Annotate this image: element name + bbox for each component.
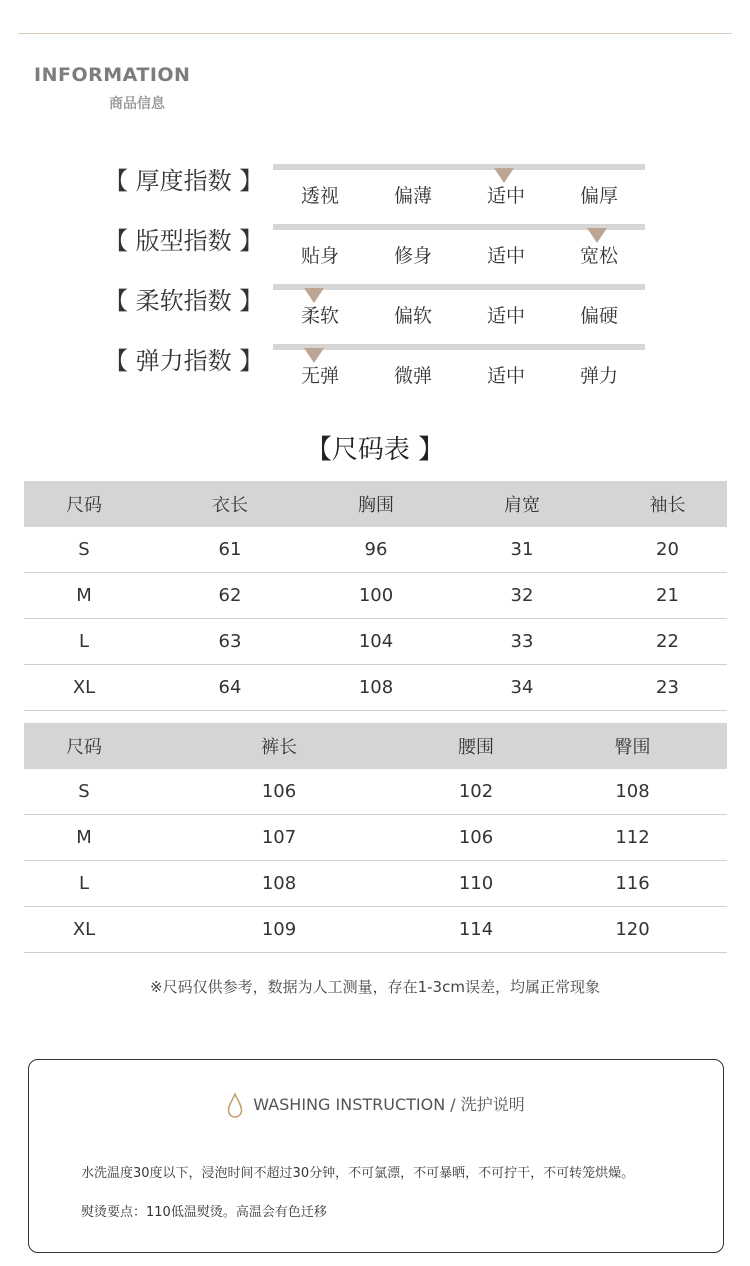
table-cell: 108 (144, 861, 414, 907)
table-row (24, 815, 727, 861)
index-option: 适中 (486, 365, 525, 387)
table-cell: 20 (608, 527, 727, 573)
index-label: 【 版型指数 】 (104, 227, 264, 255)
table-cell: L (24, 861, 144, 907)
column-header: 臀围 (538, 723, 727, 769)
table-cell: 62 (144, 573, 316, 619)
index-scale-bar (273, 284, 645, 290)
table-cell: 32 (436, 573, 608, 619)
column-header: 肩宽 (436, 481, 608, 527)
table-row (24, 527, 727, 573)
table-cell: S (24, 527, 144, 573)
index-option: 偏薄 (393, 185, 432, 207)
column-header: 胸围 (316, 481, 436, 527)
index-option: 无弹 (300, 365, 339, 387)
info-subtitle: 商品信息 (109, 96, 165, 112)
table-cell: L (24, 619, 144, 665)
size-chart-title: 【尺码表 】 (305, 435, 445, 465)
table-cell: 108 (316, 665, 436, 711)
table-cell: 23 (608, 665, 727, 711)
table-row (24, 907, 727, 953)
table-cell: 22 (608, 619, 727, 665)
index-label: 【 弹力指数 】 (104, 347, 264, 375)
table-cell: 100 (316, 573, 436, 619)
table-cell: 110 (414, 861, 538, 907)
table-cell: 108 (538, 769, 727, 815)
info-title: INFORMATION (34, 64, 191, 86)
table-cell: XL (24, 907, 144, 953)
table-cell: 102 (414, 769, 538, 815)
pants-size-table (24, 723, 727, 953)
index-scale-bar (273, 164, 645, 170)
column-header: 裤长 (144, 723, 414, 769)
index-option: 修身 (393, 245, 432, 267)
index-option: 偏软 (393, 305, 432, 327)
index-row (0, 281, 750, 341)
table-cell: M (24, 815, 144, 861)
index-option: 宽松 (579, 245, 618, 267)
table-cell: 64 (144, 665, 316, 711)
tops-size-table (24, 481, 727, 711)
washing-line-2: 熨烫要点：110低温熨烫。高温会有色迁移 (81, 1205, 327, 1220)
size-note: ※尺码仅供参考，数据为人工测量，存在1-3cm误差，均属正常现象 (150, 978, 600, 996)
table-cell: S (24, 769, 144, 815)
table-cell: 106 (414, 815, 538, 861)
index-row (0, 221, 750, 281)
column-header: 尺码 (24, 723, 144, 769)
index-option: 偏硬 (579, 305, 618, 327)
index-option: 贴身 (300, 245, 339, 267)
table-cell: 31 (436, 527, 608, 573)
index-label: 【 柔软指数 】 (104, 287, 264, 315)
table-row (24, 861, 727, 907)
table-cell: 120 (538, 907, 727, 953)
table-row (24, 769, 727, 815)
table-cell: XL (24, 665, 144, 711)
table-cell: 109 (144, 907, 414, 953)
column-header: 袖长 (608, 481, 727, 527)
index-option: 适中 (486, 245, 525, 267)
washing-box (28, 1059, 724, 1253)
table-row (24, 573, 727, 619)
table-cell: 63 (144, 619, 316, 665)
index-scale-bar (273, 344, 645, 350)
index-option: 弹力 (579, 365, 618, 387)
column-header: 衣长 (144, 481, 316, 527)
column-header: 尺码 (24, 481, 144, 527)
table-cell: 114 (414, 907, 538, 953)
washing-line-1: 水洗温度30度以下，浸泡时间不超过30分钟，不可氯漂，不可暴晒，不可拧干，不可转笼烘燥。 (81, 1166, 635, 1181)
table-header-row (24, 481, 727, 527)
table-row (24, 619, 727, 665)
index-option: 适中 (486, 305, 525, 327)
table-row (24, 665, 727, 711)
table-cell: 116 (538, 861, 727, 907)
index-option: 微弹 (393, 365, 432, 387)
table-cell: 61 (144, 527, 316, 573)
index-row (0, 161, 750, 221)
index-option: 适中 (486, 185, 525, 207)
index-option: 偏厚 (579, 185, 618, 207)
table-cell: 104 (316, 619, 436, 665)
index-option: 透视 (300, 185, 339, 207)
table-cell: 106 (144, 769, 414, 815)
column-header: 腰围 (414, 723, 538, 769)
table-header-row (24, 723, 727, 769)
index-label: 【 厚度指数 】 (104, 167, 264, 195)
table-cell: 21 (608, 573, 727, 619)
table-cell: 112 (538, 815, 727, 861)
washing-header (29, 1092, 723, 1119)
index-option: 柔软 (300, 305, 339, 327)
table-cell: 96 (316, 527, 436, 573)
index-row (0, 341, 750, 401)
table-cell: M (24, 573, 144, 619)
table-cell: 34 (436, 665, 608, 711)
table-cell: 33 (436, 619, 608, 665)
water-drop-icon (227, 1093, 243, 1119)
washing-title: WASHING INSTRUCTION / 洗护说明 (253, 1095, 525, 1114)
table-cell: 107 (144, 815, 414, 861)
top-divider (18, 33, 732, 34)
